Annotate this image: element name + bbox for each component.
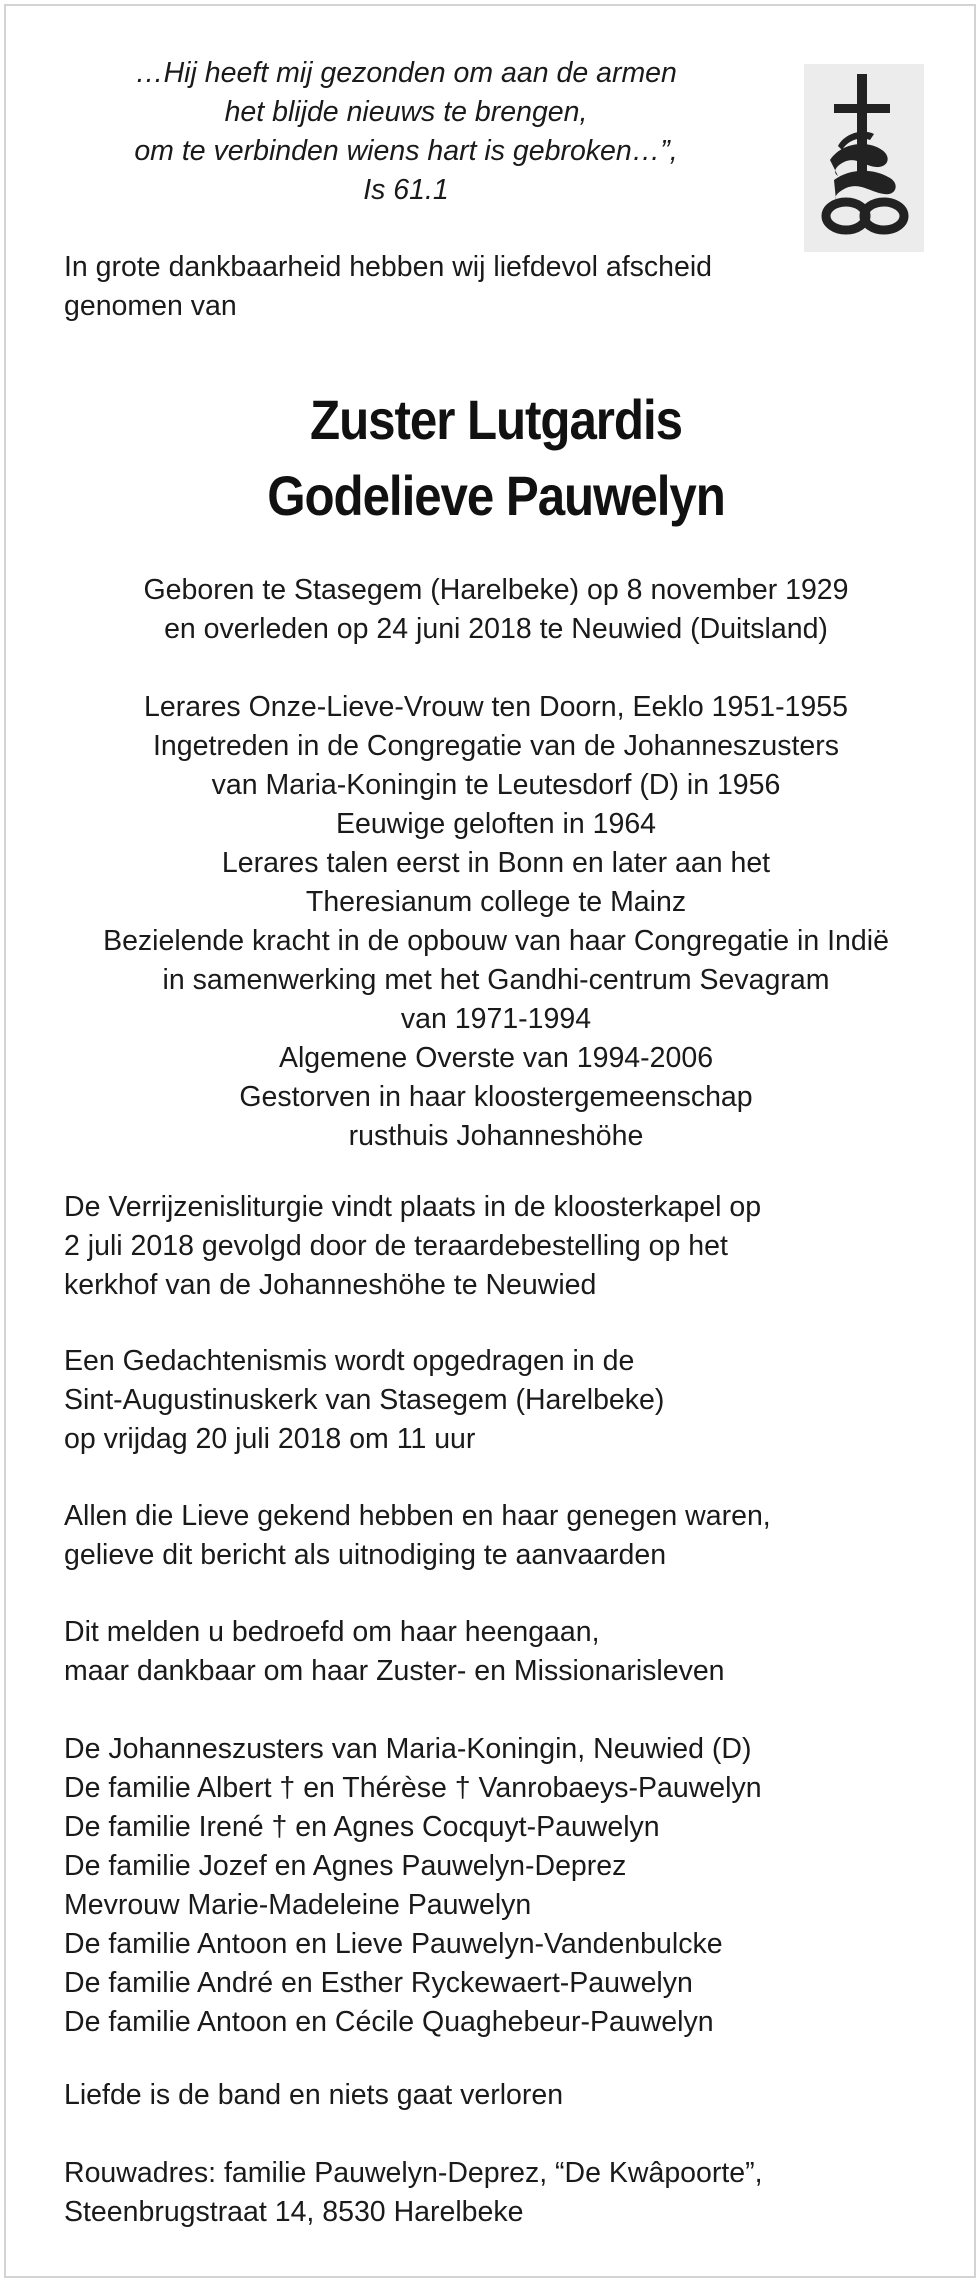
biography-line: Gestorven in haar kloostergemeenschap xyxy=(239,1081,753,1113)
address-line: Steenbrugstraat 14, 8530 Harelbeke xyxy=(64,2196,524,2228)
obituary-notice xyxy=(4,4,976,2278)
quote-line: het blijde nieuws te brengen, xyxy=(224,96,588,128)
closing-text: Liefde is de band en niets gaat verloren xyxy=(64,2079,564,2111)
biography-line: Theresianum college te Mainz xyxy=(305,886,687,918)
quote-reference: Is 61.1 xyxy=(363,174,449,206)
family-line: De Johanneszusters van Maria-Koningin, Neuwied (D) xyxy=(64,1733,752,1765)
biography-line: Ingetreden in de Congregatie van de Johanneszusters xyxy=(152,730,840,762)
family-line: De familie André en Esther Ryckewaert-Pauwelyn xyxy=(64,1967,693,1999)
intro-line: In grote dankbaarheid hebben wij liefdevol afscheid xyxy=(64,251,713,283)
quote-line: om te verbinden wiens hart is gebroken…”, xyxy=(134,135,678,167)
biography-line: rusthuis Johanneshöhe xyxy=(348,1120,644,1152)
announcement-line: maar dankbaar om haar Zuster- en Missionarisleven xyxy=(64,1655,725,1687)
invitation-text xyxy=(64,1497,771,1575)
biography-line: Lerares Onze-Lieve-Vrouw ten Doorn, Eeklo 1951-1955 xyxy=(144,691,848,723)
quote-line: …Hij heeft mij gezonden om aan de armen xyxy=(135,57,677,89)
biography-line: Bezielende kracht in de opbouw van haar Congregatie in Indië xyxy=(103,925,889,957)
family-line: De familie Antoon en Cécile Quaghebeur-Pauwelyn xyxy=(64,2006,714,2038)
address-line: Rouwadres: familie Pauwelyn-Deprez, “De Kwâpoorte”, xyxy=(64,2157,763,2189)
family-line: Mevrouw Marie-Madeleine Pauwelyn xyxy=(64,1889,532,1921)
intro-line: genomen van xyxy=(64,290,237,322)
family-line: De familie Jozef en Agnes Pauwelyn-Deprez xyxy=(64,1850,627,1882)
family-line: De familie Irené † en Agnes Cocquyt-Pauwelyn xyxy=(64,1811,660,1843)
biography-line: van 1971-1994 xyxy=(400,1003,592,1035)
biography-line: Eeuwige geloften in 1964 xyxy=(335,808,657,840)
scripture-quote xyxy=(86,54,726,210)
birth-death-dates xyxy=(26,571,966,649)
cross-emblem-icon xyxy=(804,64,924,252)
liturgy-line: 2 juli 2018 gevolgd door de teraardebestelling op het xyxy=(64,1230,728,1262)
announcement-line: Dit melden u bedroefd om haar heengaan, xyxy=(64,1616,600,1648)
biography-line: Algemene Overste van 1994-2006 xyxy=(278,1042,714,1074)
biography-line: in samenwerking met het Gandhi-centrum Sevagram xyxy=(162,964,830,996)
dates-line: en overleden op 24 juni 2018 te Neuwied (Duitsland) xyxy=(164,613,828,645)
dates-line: Geboren te Stasegem (Harelbeke) op 8 november 1929 xyxy=(143,574,849,606)
closing-line xyxy=(64,2076,563,2115)
mourning-address xyxy=(64,2154,763,2232)
announcement-text xyxy=(64,1613,725,1691)
name-line: Zuster Lutgardis xyxy=(310,388,682,451)
memorial-line: op vrijdag 20 juli 2018 om 11 uur xyxy=(64,1423,476,1455)
memorial-line: Een Gedachtenismis wordt opgedragen in de xyxy=(64,1345,635,1377)
family-line: De familie Antoon en Lieve Pauwelyn-Vandenbulcke xyxy=(64,1928,723,1960)
name-line: Godelieve Pauwelyn xyxy=(267,464,725,527)
intro-text xyxy=(64,248,712,326)
liturgy-line: De Verrijzenisliturgie vindt plaats in de kloosterkapel op xyxy=(64,1191,762,1223)
deceased-name xyxy=(82,382,909,534)
biography-line: Lerares talen eerst in Bonn en later aan het xyxy=(221,847,771,879)
biography xyxy=(26,688,966,1156)
biography-line: van Maria-Koningin te Leutesdorf (D) in 1956 xyxy=(211,769,781,801)
family-line: De familie Albert † en Thérèse † Vanrobaeys-Pauwelyn xyxy=(64,1772,762,1804)
memorial-mass-text xyxy=(64,1342,664,1459)
invitation-line: gelieve dit bericht als uitnodiging te aanvaarden xyxy=(64,1539,667,1571)
family-list xyxy=(64,1730,762,2042)
invitation-line: Allen die Lieve gekend hebben en haar genegen waren, xyxy=(64,1500,771,1532)
liturgy-text xyxy=(64,1188,761,1305)
memorial-line: Sint-Augustinuskerk van Stasegem (Harelbeke) xyxy=(64,1384,665,1416)
liturgy-line: kerkhof van de Johanneshöhe te Neuwied xyxy=(64,1269,597,1301)
